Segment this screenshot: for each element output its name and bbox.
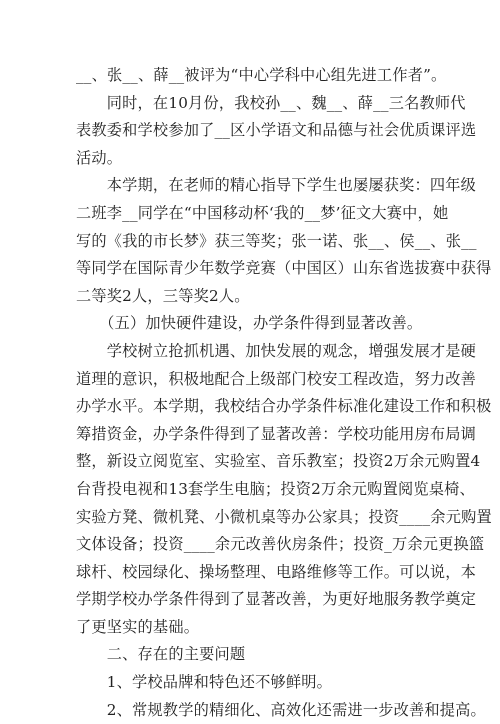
text-line: 实验方凳、微机凳、小微机桌等办公家具；投资____余元购置 xyxy=(76,507,492,526)
text-line: 文体设备；投资____余元改善伙房条件；投资_万余元更换篮 xyxy=(76,535,485,554)
text-line: 学期学校办学条件得到了显著改善，为更好地服务教学奠定 xyxy=(76,590,477,609)
text-line: 表教委和学校参加了__区小学语文和品德与社会优质课评选 xyxy=(76,121,477,140)
text-line: 等同学在国际青少年数学竞赛（中国区）山东省选拔赛中获得 xyxy=(76,259,492,278)
section-heading: 二、存在的主要问题 xyxy=(76,645,246,664)
text-line: 学校树立抢抓机遇、加快发展的观念，增强发展才是硬 xyxy=(76,341,477,360)
text-line: 活动。 xyxy=(76,148,123,167)
list-item: 2、常规教学的精细化、高效化还需进一步改善和提高。 xyxy=(76,700,486,719)
text-line: 台背投电视和13套学生电脑；投资2万余元购置阅览桌椅、 xyxy=(76,479,475,498)
text-line: 二班李__同学在“中国移动杯‘我的__梦’征文大赛中，她 xyxy=(76,203,449,222)
text-line: 办学水平。本学期，我校结合办学条件标准化建设工作和积极 xyxy=(76,397,492,416)
section-heading: （五）加快硬件建设，办学条件得到显著改善。 xyxy=(76,314,423,333)
document-body xyxy=(76,62,492,724)
text-line: 写的《我的市长梦》获三等奖；张一诺、张__、侯__、张__ xyxy=(76,231,477,250)
text-line: __、张__、薛__被评为“中心学科中心组先进工作者”。 xyxy=(76,66,447,84)
text-line: 整，新设立阅览室、实验室、音乐教室；投资2万余元购置4 xyxy=(76,452,481,471)
text-line: 筹措资金，办学条件得到了显著改善：学校功能用房布局调 xyxy=(76,424,477,443)
text-line: 同时，在10月份，我校孙__、魏__、薛__三名教师代 xyxy=(76,93,466,112)
list-item: 1、学校品牌和特色还不够鲜明。 xyxy=(76,673,333,692)
text-line: 球杆、校园绿化、操场整理、电路维修等工作。可以说，本 xyxy=(76,562,477,581)
text-line: 道理的意识，积极地配合上级部门校安工程改造，努力改善 xyxy=(76,369,477,388)
text-line: 二等奖2人，三等奖2人。 xyxy=(76,286,250,305)
text-line: 了更坚实的基础。 xyxy=(76,617,200,636)
text-line: 本学期，在老师的精心指导下学生也屡屡获奖：四年级 xyxy=(76,176,477,195)
